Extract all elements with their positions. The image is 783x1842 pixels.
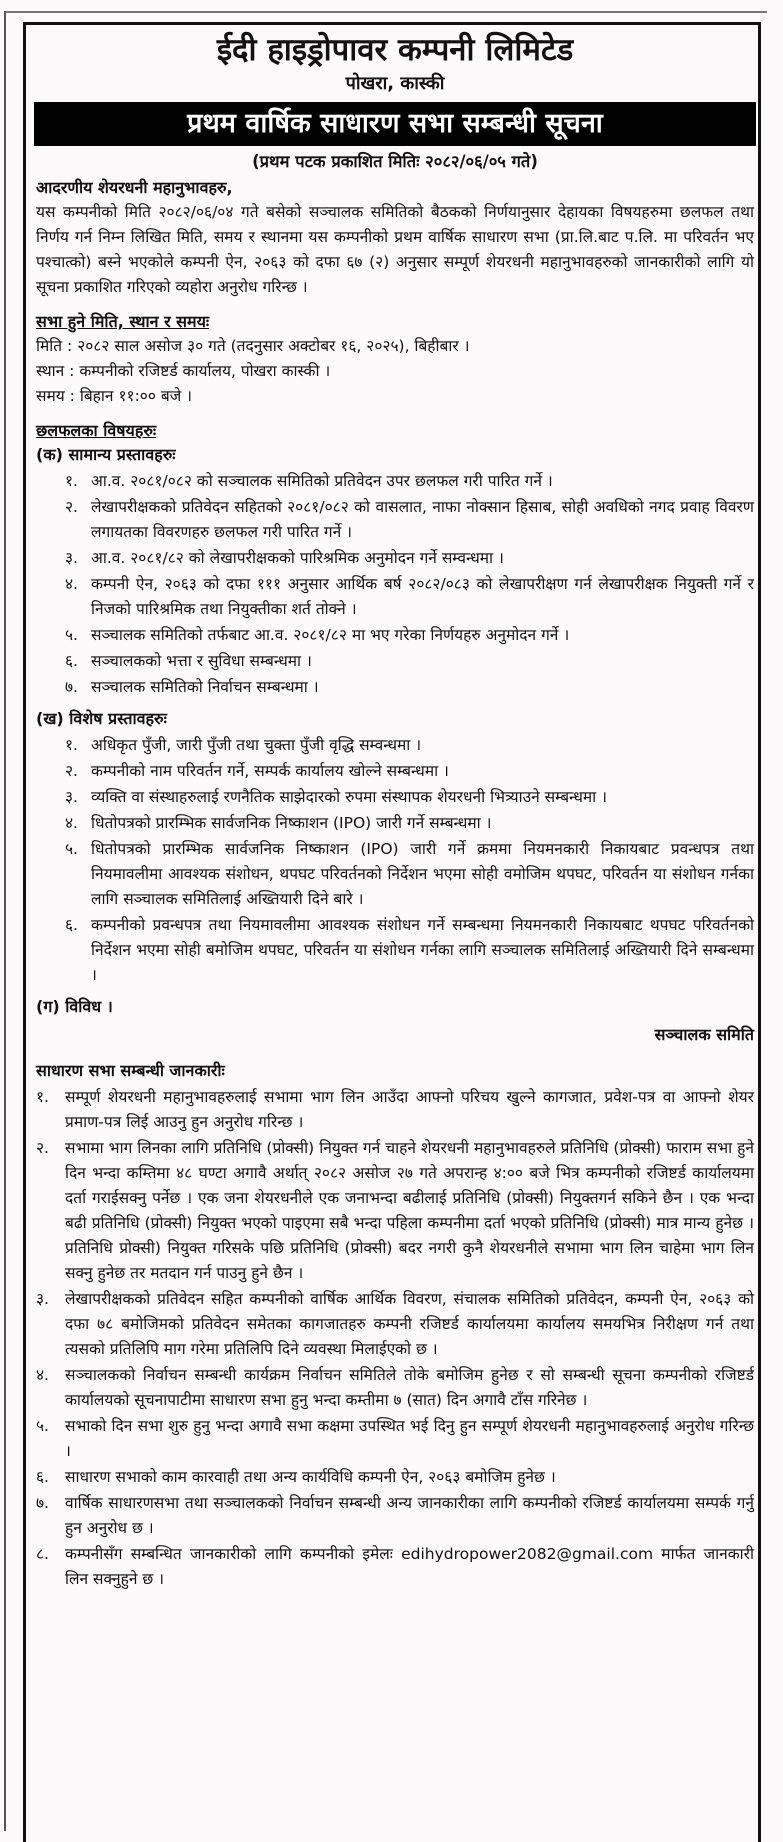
item-text: कम्पनीको प्रवन्धपत्र तथा नियमावलीमा आवश्यक संशोधन गर्ने सम्बन्धमा नियमनकारी निकायबाट थपघट परिवर्तनको निर्देशन भएमा सोही बमोजिम थपघट, परिवर्तन या संशोधन गर्नका लागि सञ्चालक समितिलाई अख्तियारी दिने सम्बन्धमा । bbox=[91, 916, 754, 984]
intro-paragraph: यस कम्पनीको मिति २०८२/०६/०४ गते बसेको सञ्चालक समितिको बैठकको निर्णयानुसार देहायका विषयहरुमा छलफल तथा निर्णय गर्न निम्न लिखित मिति, समय र स्थानमा यस कम्पनीको प्रथम वार्षिक साधारण सभा (प्रा.लि.बाट प.लि. मा परिवर्तन भए पश्चात्को) बस्ने भएकोले कम्पनी ऐन, २०६३ को दफा ६७ (२) अनुसार सम्पूर्ण शेयरधनी महानुभावहरुको जानकारीको लागि यो सूचना प्रकाशित गरिएको व्यहोरा अनुरोध गरिन्छ । bbox=[36, 203, 754, 296]
notice-title-banner: प्रथम वार्षिक साधारण सभा सम्बन्धी सूचना bbox=[34, 102, 756, 146]
item-number: ८. bbox=[36, 1545, 49, 1563]
item-text: वार्षिक साधारणसभा तथा सञ्चालकको निर्वाचन सम्बन्धी अन्य जानकारीका लागि कम्पनीको रजिष्टर्ड कार्यालयमा सम्पर्क गर्नु हुन अनुरोध छ । bbox=[65, 1494, 754, 1537]
general-proposals-list bbox=[36, 469, 754, 700]
item-text: सञ्चालकको निर्वाचन सम्बन्धी कार्यक्रम निर्वाचन समितिले तोके बमोजिम हुनेछ र सो सम्बन्धी सूचना कम्पनीको रजिष्टर्ड कार्यालयको सूचनापाटीमा साधारण सभा हुनु भन्दा कम्तीमा ७ (सात) दिन अगावै टाँस गरिनेछ । bbox=[65, 1366, 754, 1409]
info-list bbox=[36, 1085, 754, 1592]
item-text: आ.व. २०८१/०८२ को सञ्चालक समितिको प्रतिवेदन उपर छलफल गरी पारित गर्ने । bbox=[91, 472, 553, 490]
list-item bbox=[36, 572, 754, 622]
list-item bbox=[36, 1287, 754, 1362]
outer-left-rule bbox=[4, 11, 6, 1831]
item-number: १. bbox=[36, 1088, 49, 1106]
item-text: धितोपत्रको प्रारम्भिक सार्वजनिक निष्काशन (IPO) जारी गर्ने क्रममा नियमनकारी निकायबाट प्रवन्धपत्र तथा नियमावलीमा आवश्यक संशोधन, थपघट परिवर्तनको निर्देशन भएमा सोही वमोजिम थपघट, परिवर्तन या संशोधन गर्नका लागि सञ्चालक समितिलाई अख्तियारी दिने बारे । bbox=[91, 840, 754, 908]
list-item bbox=[36, 1491, 754, 1541]
list-item bbox=[36, 675, 754, 700]
list-item bbox=[36, 1542, 754, 1592]
special-proposals-list bbox=[36, 733, 754, 988]
item-number: ४. bbox=[36, 1366, 49, 1384]
item-number: २. bbox=[65, 762, 78, 780]
item-number: १. bbox=[65, 472, 78, 490]
item-text: अधिकृत पुँजी, जारी पुँजी तथा चुक्ता पुँजी वृद्धि सम्वन्धमा । bbox=[91, 736, 422, 754]
item-text: लेखापरीक्षकको प्रतिवेदन सहितको २०८१/०८२ को वासलात, नाफा नोक्सान हिसाब, सोही अवधिको नगद प्रवाह विवरण लगायतका विवरणहरु छलफल गरी पारित गर्ने । bbox=[91, 498, 754, 541]
item-text: लेखापरीक्षकको प्रतिवेदन सहित कम्पनीको वार्षिक आर्थिक विवरण, संचालक समितिको प्रतिवेदन, कम्पनी ऐन, २०६३ को दफा ७८ बमोजिमको प्रतिवेदन समेतका कागजातहरु कम्पनी रजिष्टर्ड कार्यालयमा कार्यालय समयभित्र निरीक्षण गर्न तथा त्यसको प्रतिलिपि माग गरेमा प्रतिलिपि दिने व्यवस्था मिलाईएको छ । bbox=[65, 1290, 754, 1358]
general-proposals-heading: (क) सामान्य प्रस्तावहरुः bbox=[36, 445, 176, 464]
item-text: सभाको दिन सभा शुरु हुनु भन्दा अगावै सभा कक्षमा उपस्थित भई दिनु हुन सम्पूर्ण शेयरधनी महानुभावहरुलाई अनुरोध गरिन्छ । bbox=[65, 1417, 754, 1460]
list-item bbox=[36, 546, 754, 571]
item-text: सञ्चालक समितिको तर्फबाट आ.व. २०८१/८२ मा भए गरेका निर्णयहरु अनुमोदन गर्ने । bbox=[91, 626, 570, 644]
item-number: २. bbox=[65, 498, 78, 516]
list-item bbox=[36, 785, 754, 810]
list-item bbox=[36, 733, 754, 758]
item-number: ६. bbox=[65, 916, 78, 934]
meeting-date: मिति : २०८२ साल असोज ३० गते (तदनुसार अक्टोबर १६, २०२५), बिहीबार । bbox=[36, 337, 470, 355]
company-name: ईदी हाइड्रोपावर कम्पनी लिमिटेड bbox=[216, 32, 574, 68]
item-text: सभामा भाग लिनका लागि प्रतिनिधि (प्रोक्सी) नियुक्त गर्न चाहने शेयरधनी महानुभावहरुले प्रतिनिधि (प्रोक्सी) फाराम सभा हुने दिन भन्दा कम्तिमा ४८ घण्टा अगावै अर्थात् २०८२ असोज २७ गते अपरान्ह ४:०० बजे भित्र कम्पनीको रजिष्टर्ड कार्यालयमा दर्ता गराईसक्नु पर्नेछ । एक जना शेयरधनीले एक जनाभन्दा बढीलाई प्रतिनिधि (प्रोक्सी) नियुक्तगर्न सकिने छैन । एक भन्दा बढी प्रतिनिधि (प्रोक्सी) नियुक्त भएको पाइएमा सबै भन्दा पहिला कम्पनीमा दर्ता भएको प्रतिनिधि (प्रोक्सी) मात्र मान्य हुनेछ । प्रतिनिधि प्रोक्सी) नियुक्त गरिसके पछि प्रतिनिधि (प्रोक्सी) बदर नगरी कुनै शेयरधनीले सभामा भाग लिन चाहेमा भाग लिन सक्नु हुनेछ तर मतदान गर्न पाउनु हुने छैन । bbox=[65, 1139, 754, 1282]
list-item bbox=[36, 837, 754, 912]
info-heading: साधारण सभा सम्बन्धी जानकारीः bbox=[36, 1061, 225, 1080]
item-text: कम्पनीसँग सम्बन्धित जानकारीको लागि कम्पनीको इमेलः bbox=[65, 1545, 402, 1563]
item-text: सञ्चालकको भत्ता र सुविधा सम्बन्धमा । bbox=[91, 652, 312, 670]
list-item bbox=[36, 1363, 754, 1413]
item-number: ७. bbox=[65, 678, 78, 696]
item-number: २. bbox=[36, 1139, 49, 1157]
list-item bbox=[36, 1085, 754, 1135]
item-text: सम्पूर्ण शेयरधनी महानुभावहरुलाई सभामा भाग लिन आउँदा आफ्नो परिचय खुल्ने कागजात, प्रवेश-पत्र वा आफ्नो शेयर प्रमाण-पत्र लिई आउनु हुन अनुरोध गरिन्छ । bbox=[65, 1088, 754, 1131]
item-number: ३. bbox=[36, 1290, 49, 1308]
meeting-venue: स्थान : कम्पनीको रजिष्टर्ड कार्यालय, पोखरा कास्की । bbox=[36, 362, 331, 380]
item-text: कम्पनी ऐन, २०६३ को दफा १११ अनुसार आर्थिक बर्ष २०८२/०८३ को लेखापरीक्षण गर्न लेखापरीक्षक नियुक्ती गर्ने र निजको पारिश्रमिक तथा नियुक्तीका शर्त तोक्ने । bbox=[91, 575, 754, 618]
item-number: ६. bbox=[65, 652, 78, 670]
published-date: (प्रथम पटक प्रकाशित मितिः २०८२/०६/०५ गते) bbox=[252, 152, 538, 171]
item-text: व्यक्ति वा संस्थाहरुलाई रणनैतिक साझेदारको रुपमा संस्थापक शेयरधनी भित्र्याउने सम्बन्धमा । bbox=[91, 788, 607, 806]
list-item bbox=[36, 913, 754, 988]
list-item bbox=[36, 623, 754, 648]
item-text: सञ्चालक समितिको निर्वाचन सम्बन्धमा । bbox=[91, 678, 319, 696]
item-text: मार्फत जानकारी लिन सक्नुहुने छ । bbox=[65, 1545, 754, 1588]
list-item bbox=[36, 1465, 754, 1490]
item-text: कम्पनीको नाम परिवर्तन गर्ने, सम्पर्क कार्यालय खोल्ने सम्बन्धमा । bbox=[91, 762, 449, 780]
company-location: पोखरा, कास्की bbox=[345, 73, 445, 94]
item-text: आ.व. २०८१/८२ को लेखापरीक्षकको पारिश्रमिक अनुमोदन गर्ने सम्वन्धमा । bbox=[91, 549, 504, 567]
item-number: ४. bbox=[65, 814, 78, 832]
item-number: ४. bbox=[65, 575, 78, 593]
meeting-heading: सभा हुने मिति, स्थान र समयः bbox=[36, 312, 210, 331]
item-text: धितोपत्रको प्रारम्भिक सार्वजनिक निष्काशन (IPO) जारी गर्ने सम्बन्धमा । bbox=[91, 814, 492, 832]
item-number: ३. bbox=[65, 788, 78, 806]
special-proposals-heading: (ख) विशेष प्रस्तावहरुः bbox=[36, 709, 167, 728]
item-number: ६. bbox=[36, 1468, 49, 1486]
meeting-time: समय : बिहान ११:०० बजे । bbox=[36, 387, 192, 405]
item-number: ५. bbox=[36, 1417, 49, 1435]
company-email-link[interactable]: edihydropower2082@gmail.com bbox=[401, 1545, 654, 1563]
notice bbox=[36, 24, 754, 1593]
list-item bbox=[36, 469, 754, 494]
item-number: ७. bbox=[36, 1494, 49, 1512]
item-number: ५. bbox=[65, 626, 78, 644]
item-number: १. bbox=[65, 736, 78, 754]
list-item bbox=[36, 649, 754, 674]
list-item bbox=[36, 811, 754, 836]
agenda-heading: छलफलका विषयहरुः bbox=[36, 421, 157, 440]
outer-top-rule bbox=[4, 11, 767, 13]
item-number: ५. bbox=[65, 840, 78, 858]
item-number: ३. bbox=[65, 549, 78, 567]
list-item bbox=[36, 1414, 754, 1464]
list-item bbox=[36, 495, 754, 545]
list-item bbox=[36, 1136, 754, 1286]
board-signature: सञ्चालक समिति bbox=[654, 1025, 754, 1044]
list-item bbox=[36, 759, 754, 784]
misc-heading: (ग) विविध । bbox=[36, 997, 113, 1016]
salutation: आदरणीय शेयरधनी महानुभावहरु, bbox=[36, 178, 233, 197]
item-text: साधारण सभाको काम कारवाही तथा अन्य कार्यविधि कम्पनी ऐन, २०६३ बमोजिम हुनेछ । bbox=[65, 1468, 556, 1486]
